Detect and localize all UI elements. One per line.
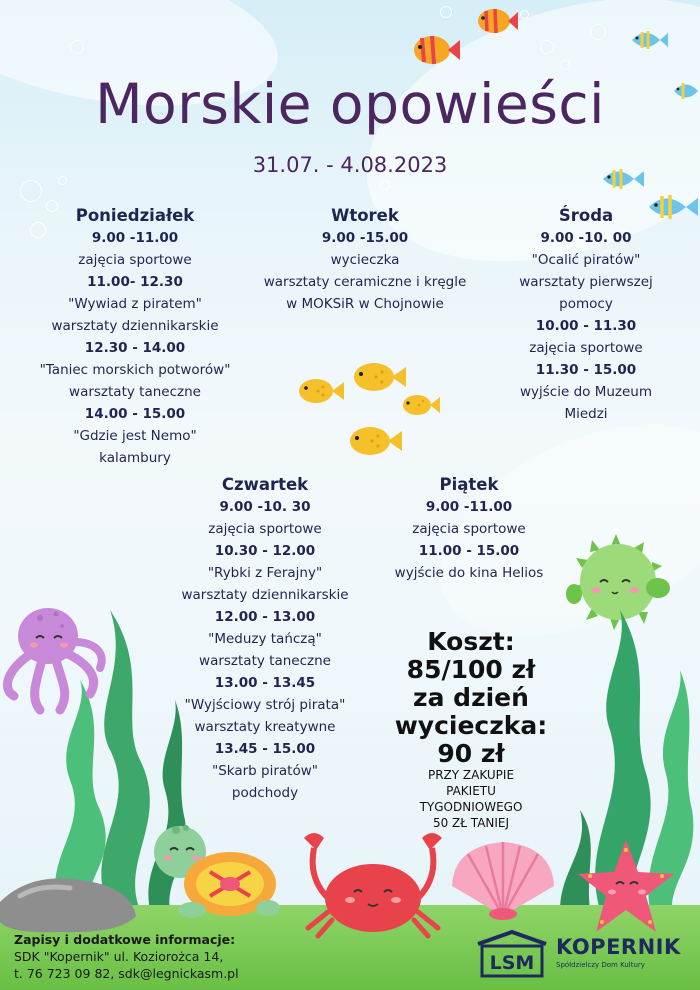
activity: warsztaty taneczne [69,384,201,400]
activity: warsztaty ceramiczne i kręgle [263,274,467,290]
seashell-icon [448,840,558,920]
bubble [590,24,606,40]
activity: "Taniec morskich potworów" [39,362,231,378]
contact-address: SDK "Kopernik" ul. Koziorożca 14, [14,949,224,964]
logos [474,928,690,978]
yellow-fish-icon [350,360,406,394]
turtle-icon [130,822,280,922]
orange-fish-icon [474,4,518,38]
activity: warsztaty dziennikarskie [51,318,219,334]
activity: "Gdzie jest Nemo" [73,428,197,444]
day-name: Czwartek [221,475,309,494]
cost-trip-label: wycieczka: [394,711,548,740]
promo-line: TYGODNIOWEGO [419,800,523,814]
bubble [70,40,84,54]
bubble [560,60,570,70]
contact-info [14,931,239,982]
starfish-icon [576,838,676,934]
activity: warsztaty taneczne [199,653,331,669]
activity: w MOKSiR w Chojnowie [286,296,444,312]
time-slot: 11.00- 12.30 [87,274,183,290]
blue-fish-icon [672,80,700,102]
activity: zajęcia sportowe [78,252,192,268]
day-friday [366,474,572,584]
activity: zajęcia sportowe [208,521,322,537]
blue-fish-icon [628,28,668,52]
time-slot: 9.00 -10. 30 [219,499,311,515]
activity: warsztaty pierwszej [519,274,653,290]
bubble [440,6,452,18]
activity: wycieczka [330,252,400,268]
poster-dates: 31.07. - 4.08.2023 [252,153,448,177]
cost-price: 85/100 zł [406,655,536,684]
kopernik-logo-name: KOPERNIK [556,935,681,959]
day-tuesday [240,205,490,315]
activity: "Meduzy tańczą" [208,631,322,647]
yellow-fish-icon [346,424,402,458]
blue-fish-icon [646,192,698,222]
time-slot: 14.00 - 15.00 [84,406,186,422]
time-slot: 13.45 - 15.00 [214,741,316,757]
activity: zajęcia sportowe [529,340,643,356]
time-slot: 13.00 - 13.45 [214,675,316,691]
lsm-logo-text: LSM [489,952,535,974]
lsm-logo-icon [474,928,550,978]
weekly-discount-note [380,767,562,831]
yellow-fish-icon [296,376,344,406]
activity: "Ocalić piratów" [531,252,641,268]
promo-line: PAKIETU [446,784,496,798]
cost-box [368,628,574,768]
day-name: Wtorek [331,206,399,225]
activity: wyjście do Muzeum [519,384,652,400]
bubble [20,180,42,202]
time-slot: 9.00 -11.00 [425,499,513,515]
day-name: Piątek [439,475,499,494]
contact-phone-email: t. 76 723 09 82, sdk@legnickasm.pl [14,966,239,981]
activity: "Rybki z Ferajny" [207,565,323,581]
cost-label: Koszt: [427,627,515,656]
rock-icon [0,872,140,934]
day-wednesday [476,205,696,425]
kopernik-logo-subtitle: Spółdzielczy Dom Kultury [556,961,645,969]
time-slot: 9.00 -10. 00 [540,230,632,246]
time-slot: 11.00 - 15.00 [418,543,520,559]
promo-line: PRZY ZAKUPIE [427,768,515,782]
cost-per-day: za dzień [413,683,529,712]
time-slot: 9.00 -11.00 [91,230,179,246]
crab-icon [298,828,448,938]
blue-fish-icon [600,166,644,192]
activity: "Skarb piratów" [212,763,318,779]
yellow-fish-icon [400,392,440,418]
activity: podchody [231,785,299,801]
activity: zajęcia sportowe [412,521,526,537]
activity: pomocy [559,296,613,312]
orange-fish-icon [410,30,460,70]
promo-line: 50 ZŁ TANIEJ [432,816,510,830]
bubble [540,40,554,54]
day-name: Poniedziałek [75,206,195,225]
activity: warsztaty kreatywne [194,719,336,735]
octopus-icon [0,598,110,718]
poster-title: Morskie opowieści [95,72,605,136]
day-name: Środa [558,206,614,225]
activity: warsztaty dziennikarskie [181,587,349,603]
cost-trip-price: 90 zł [437,739,505,768]
activity: wyjście do kina Helios [394,565,544,581]
time-slot: 9.00 -15.00 [321,230,409,246]
day-monday [10,205,260,469]
time-slot: 11.30 - 15.00 [535,362,637,378]
time-slot: 10.30 - 12.00 [214,543,316,559]
bubble [520,10,529,19]
time-slot: 12.00 - 13.00 [214,609,316,625]
bubble [380,180,390,190]
bubble [58,176,67,185]
activity: "Wyjściowy strój pirata" [184,697,346,713]
time-slot: 12.30 - 14.00 [84,340,186,356]
contact-heading: Zapisy i dodatkowe informacje: [14,932,236,947]
time-slot: 10.00 - 11.30 [535,318,637,334]
activity: Miedzi [564,406,608,422]
activity: "Wywiad z piratem" [68,296,202,312]
activity: kalambury [99,450,171,466]
